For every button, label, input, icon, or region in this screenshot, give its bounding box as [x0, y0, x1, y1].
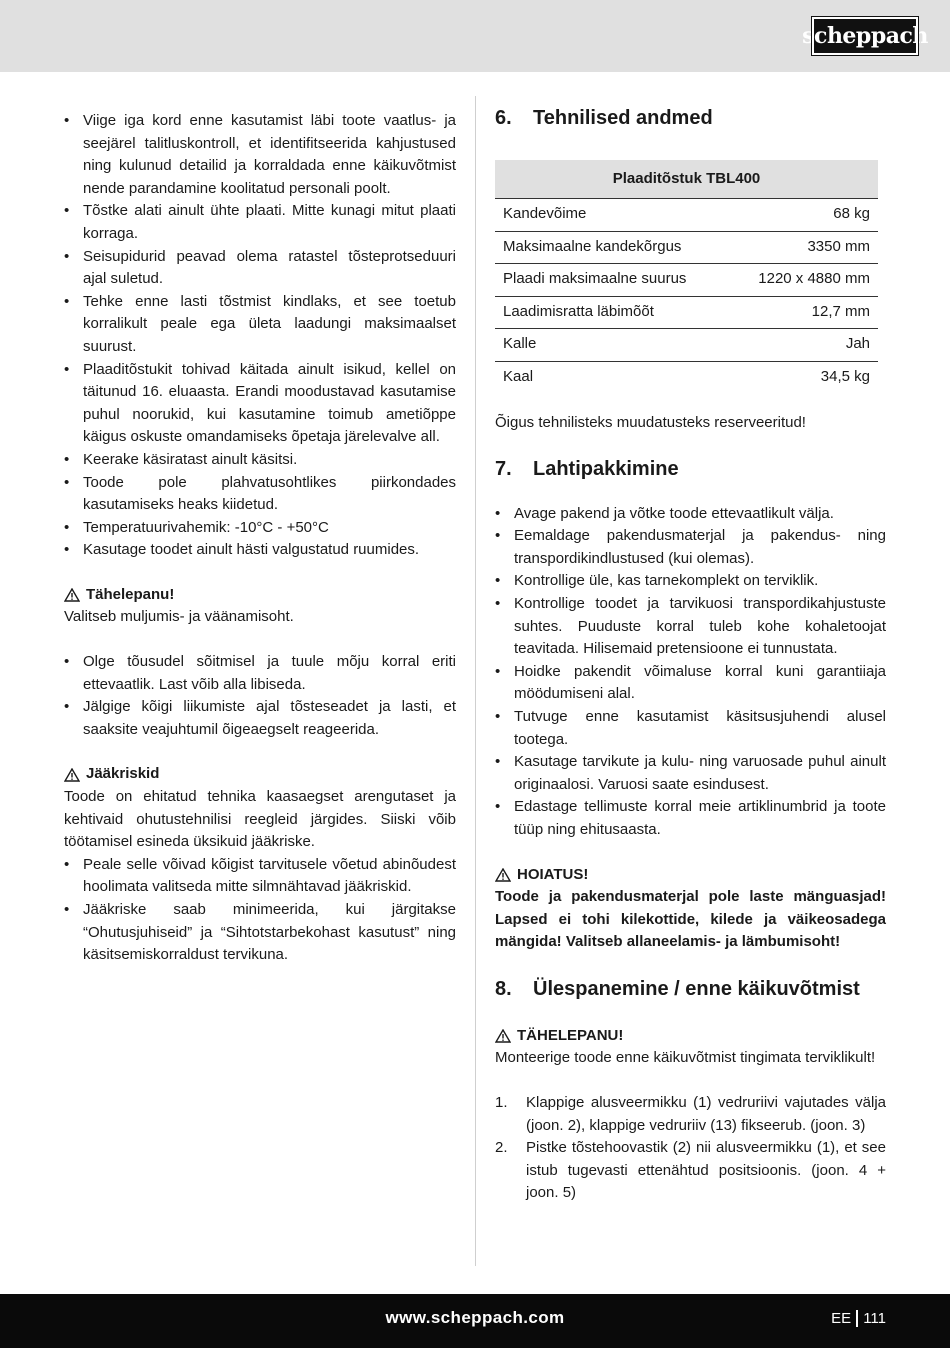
attention2-title: TÄHELEPANU!	[517, 1026, 624, 1044]
list-item: • Jääkriske saab minimeerida, kui järgitakse “Ohutusjuhiseid” ja “Sihtotstarbekohast kasutust” ning käsitsemiskorraldust tervikuna.	[64, 899, 456, 967]
section-number: 7.	[495, 457, 512, 480]
warning-text: Toode ja pakendusmaterjal pole laste mänguasjad! Lapsed ei tohi kilekottide, kilede ja väikeosadega mängida! Valitseb allaneelamis- ja lämbumisoht!	[495, 888, 886, 951]
list-item: • Tutvuge enne kasutamist käsitsusjuhendi alusel tootega.	[495, 706, 886, 751]
warning-triangle-icon	[64, 768, 80, 782]
section-number: 6.	[495, 107, 512, 129]
footer-bar	[0, 1294, 950, 1348]
list-item: • Olge tõusudel sõitmisel ja tuule mõju korral eriti ettevaatlik. Last võib alla libiseda.	[64, 651, 456, 696]
list-item: • Tehke enne lasti tõstmist kindlaks, et see toetub korralikult peale ega ületa laadungi maksimaalset suurust.	[64, 291, 456, 359]
list-item: • Kasutage tarvikute ja kulu- ning varuosade puhul ainult originaalosi. Varuosi saate esindusest.	[495, 751, 886, 796]
section-heading-6	[495, 104, 886, 132]
step-item	[495, 1137, 886, 1205]
left-column	[64, 110, 456, 967]
table-row	[495, 361, 878, 393]
list-item: • Edastage tellimuste korral meie artiklinumbrid ja toote tüüp ning ehitusaasta.	[495, 796, 886, 841]
list-item: • Peale selle võivad kõigist tarvitusele võetud abinõudest hoolimata valitseda mitte silmnähtavad jääkriskid.	[64, 854, 456, 899]
section-title: Ülespanemine / enne käikuvõtmist	[533, 977, 860, 1000]
table-cell-value: 1220 x 4880 mm	[728, 264, 878, 297]
residual-risks-title: Jääkriskid	[86, 765, 160, 783]
language-code: EE	[831, 1310, 852, 1327]
warning-triangle-icon	[495, 1029, 511, 1043]
header-bar	[0, 0, 950, 72]
table-row	[495, 296, 878, 329]
list-item: • Seisupidurid peavad olema ratastel tõsteprotseduuri ajal suletud.	[64, 246, 456, 291]
list-item: • Kontrollige üle, kas tarnekomplekt on terviklik.	[495, 570, 886, 593]
table-header: Plaaditõstuk TBL400	[495, 160, 878, 199]
step-text: Pistke tõstehoovastik (2) nii alusveermikku (1), et see istub tugevasti ettenähtud positsioonis. (joon. 4 + joon. 5)	[526, 1139, 886, 1202]
list-item: • Avage pakend ja võtke toode ettevaatlikult välja.	[495, 503, 886, 526]
list-item: • Kasutage toodet ainult hästi valgustatud ruumides.	[64, 539, 456, 562]
residual-risks-list	[64, 854, 456, 967]
attention2-text: Monteerige toode enne käikuvõtmist tingimata terviklikult!	[495, 1049, 876, 1067]
reserve-note: Õigus tehnilisteks muudatusteks reserveeritud!	[495, 414, 806, 431]
list-item: • Kontrollige toodet ja tarvikuosi transpordikahjustuste suhtes. Puuduste korral tuleb kohe kohaletoojat teavitada. Hilisemaid pretensioone ei tunnustata.	[495, 593, 886, 661]
table-row	[495, 199, 878, 232]
table-row	[495, 231, 878, 264]
table-cell-label: Kaal	[503, 367, 534, 385]
residual-risks-heading	[64, 763, 456, 786]
section-number: 8.	[495, 977, 512, 1000]
step-item	[495, 1092, 886, 1137]
list-item: • Temperatuurivahemik: -10°C - +50°C	[64, 517, 456, 540]
table-cell-label: Maksimaalne kandekõrgus	[495, 231, 728, 264]
brand-logo: scheppach	[812, 17, 918, 55]
table-cell-value: 68 kg	[728, 199, 878, 232]
list-item: • Viige iga kord enne kasutamist läbi toote vaatlus- ja seejärel talitluskontroll, et identifitseerida kahjustused ning kulunud detailid ja korraldada enne käikuvõtmist nende parandamine koolitatud personali poolt.	[64, 110, 456, 200]
attention-title: Tähelepanu!	[86, 585, 175, 603]
technical-data-table	[495, 160, 878, 393]
page-indicator	[831, 1310, 886, 1327]
step-number: 2.	[495, 1139, 508, 1157]
table-row	[495, 264, 878, 297]
table-cell-label: Kalle	[495, 329, 728, 362]
column-divider	[475, 96, 476, 1266]
list-item: • Toode pole plahvatusohtlikes piirkondades kasutamiseks heaks kiidetud.	[64, 472, 456, 517]
attention-text: Valitseb muljumis- ja väänamisoht.	[64, 608, 294, 626]
step-text: Klappige alusveermikku (1) vedruriivi vajutades välja (joon. 2), klappige vedruriiv (13) fikseerub. (joon. 3)	[526, 1094, 886, 1134]
step-number: 1.	[495, 1094, 508, 1112]
section-heading-7	[495, 455, 886, 483]
warning-triangle-icon	[64, 588, 80, 602]
table-cell-label: Kandevõime	[495, 199, 728, 232]
table-cell-value: Jah	[728, 329, 878, 362]
warning-triangle-icon	[495, 868, 511, 882]
website-url: www.scheppach.com	[385, 1308, 565, 1327]
attention-list	[64, 651, 456, 741]
list-item: • Keerake käsiratast ainult käsitsi.	[64, 449, 456, 472]
list-item: • Tõstke alati ainult ühte plaati. Mitte kunagi mitut plaati korraga.	[64, 200, 456, 245]
list-item: • Jälgige kõigi liikumiste ajal tõsteseadet ja lasti, et saaksite veajuhtumil õigeaegselt reageerida.	[64, 696, 456, 741]
table-cell-value: 34,5 kg	[820, 367, 870, 385]
table-cell-value: 12,7 mm	[728, 296, 878, 329]
list-item: • Hoidke pakendit võimaluse korral kuni garantiiaja möödumiseni alal.	[495, 661, 886, 706]
table-cell-label: Laadimisratta läbimõõt	[495, 296, 728, 329]
attention2-heading	[495, 1025, 886, 1048]
right-column	[495, 104, 886, 1205]
section-title: Tehnilised andmed	[533, 107, 713, 129]
table-cell-value: 3350 mm	[728, 231, 878, 264]
table-cell-label: Plaadi maksimaalne suurus	[495, 264, 728, 297]
page-separator	[856, 1310, 858, 1327]
setup-steps	[495, 1092, 886, 1205]
residual-risks-text: Toode on ehitatud tehnika kaasaegset arengutaset ja kehtivaid ohutustehnilisi reegleid järgides. Siiski võib töötamisel esineda üksikuid jääkriske.	[64, 788, 456, 851]
table-row	[495, 329, 878, 362]
section-title: Lahtipakkimine	[533, 457, 679, 480]
warning-title: HOIATUS!	[517, 865, 589, 883]
attention-heading	[64, 584, 456, 607]
safety-list	[64, 110, 456, 562]
unpacking-list	[495, 503, 886, 842]
list-item: • Plaaditõstukit tohivad käitada ainult isikud, kellel on täitunud 16. eluaasta. Erandi moodustavad kasutamise puhul noorukid, kui kasutamine toimub ametiõppe käigus oskuste omandamiseks õpetaja järelevalve all.	[64, 359, 456, 449]
warning-heading	[495, 864, 886, 887]
page-number: 111	[863, 1310, 886, 1327]
list-item: • Eemaldage pakendusmaterjal ja pakendus- ning transpordikindlustused (kui olemas).	[495, 525, 886, 570]
section-heading-8	[495, 975, 886, 1003]
